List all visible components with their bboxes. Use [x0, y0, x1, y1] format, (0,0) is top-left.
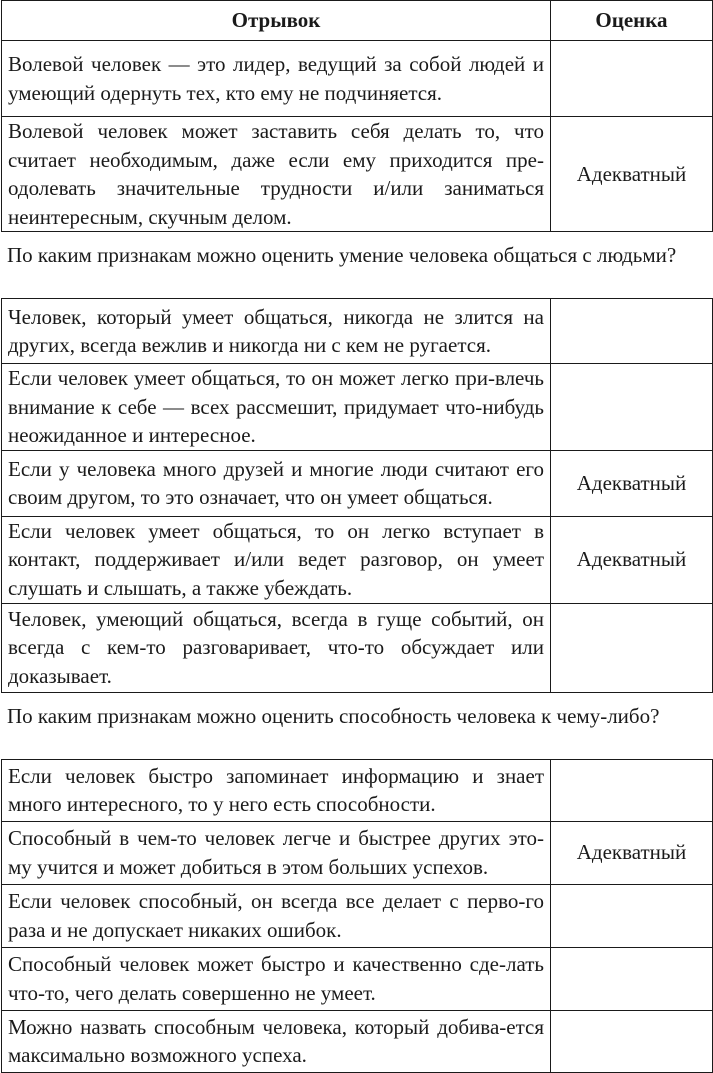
table-row [2, 299, 713, 364]
assessment-table-ability [1, 759, 713, 1073]
table-row [2, 117, 713, 232]
section-question-communication: По каким признакам можно оценить умение человека общаться с людьми? [7, 243, 677, 267]
column-header-score: Оценка [551, 1, 713, 41]
score-cell[interactable]: Адекватный [551, 821, 713, 884]
score-cell[interactable] [551, 364, 713, 451]
table-row [2, 364, 713, 451]
score-cell[interactable] [551, 299, 713, 364]
score-cell[interactable]: Адекватный [551, 516, 713, 603]
score-cell[interactable] [551, 759, 713, 821]
table-row [2, 450, 713, 516]
score-cell[interactable] [551, 603, 713, 692]
excerpt-cell: Способный человек может быстро и качественно сде-лать что-то, чего делать совершенно не умеет. [2, 947, 551, 1010]
excerpt-cell: Если человек быстро запоминает информацию и знает много интересного, то у него есть способности. [2, 759, 551, 821]
excerpt-cell: Человек, который умеет общаться, никогда не злится на других, всегда вежлив и никогда ни с кем не ругается. [2, 299, 551, 364]
excerpt-cell: Если человек способный, он всегда все делает с перво-го раза и не допускает никаких ошибок. [2, 884, 551, 947]
assessment-table-communication [1, 298, 713, 693]
table-row [2, 821, 713, 884]
excerpt-cell: Если у человека много друзей и многие люди считают его своим другом, то это означает, что он умеет общаться. [2, 450, 551, 516]
assessment-table-willpower [1, 0, 713, 232]
table-row [2, 603, 713, 692]
excerpt-cell: Человек, умеющий общаться, всегда в гуще событий, он всегда с кем-то разговаривает, что-то обсуждает или доказывает. [2, 603, 551, 692]
excerpt-cell: Волевой человек может заставить себя делать то, что считает необходимым, даже если ему приходится пре-одолевать значительные трудности и/или заниматься неинтересным, скучным делом. [2, 117, 551, 232]
score-cell[interactable]: Адекватный [551, 117, 713, 232]
score-cell[interactable] [551, 1010, 713, 1072]
score-cell[interactable] [551, 41, 713, 117]
excerpt-cell: Если человек умеет общаться, то он может легко при-влечь внимание к себе — всех рассмешит, придумает что-нибудь неожиданное и интересное. [2, 364, 551, 451]
table-row [2, 947, 713, 1010]
excerpt-cell: Волевой человек — это лидер, ведущий за собой людей и умеющий одернуть тех, кто ему не подчиняется. [2, 41, 551, 117]
table-row [2, 516, 713, 603]
score-cell[interactable] [551, 884, 713, 947]
column-header-excerpt: Отрывок [2, 1, 551, 41]
excerpt-cell: Если человек умеет общаться, то он легко вступает в контакт, поддерживает и/или ведет разговор, он умеет слушать и слышать, а также убеждать. [2, 516, 551, 603]
table-row [2, 759, 713, 821]
table-row [2, 884, 713, 947]
score-cell[interactable]: Адекватный [551, 450, 713, 516]
table-header-row [2, 1, 713, 41]
table-row [2, 41, 713, 117]
excerpt-cell: Способный в чем-то человек легче и быстрее других это-му учится и может добиться в этом больших успехов. [2, 821, 551, 884]
section-question-ability: По каким признакам можно оценить способность человека к чему-либо? [7, 703, 660, 728]
score-cell[interactable] [551, 947, 713, 1010]
table-row [2, 1010, 713, 1072]
excerpt-cell: Можно назвать способным человека, который добива-ется максимально возможного успеха. [2, 1010, 551, 1072]
